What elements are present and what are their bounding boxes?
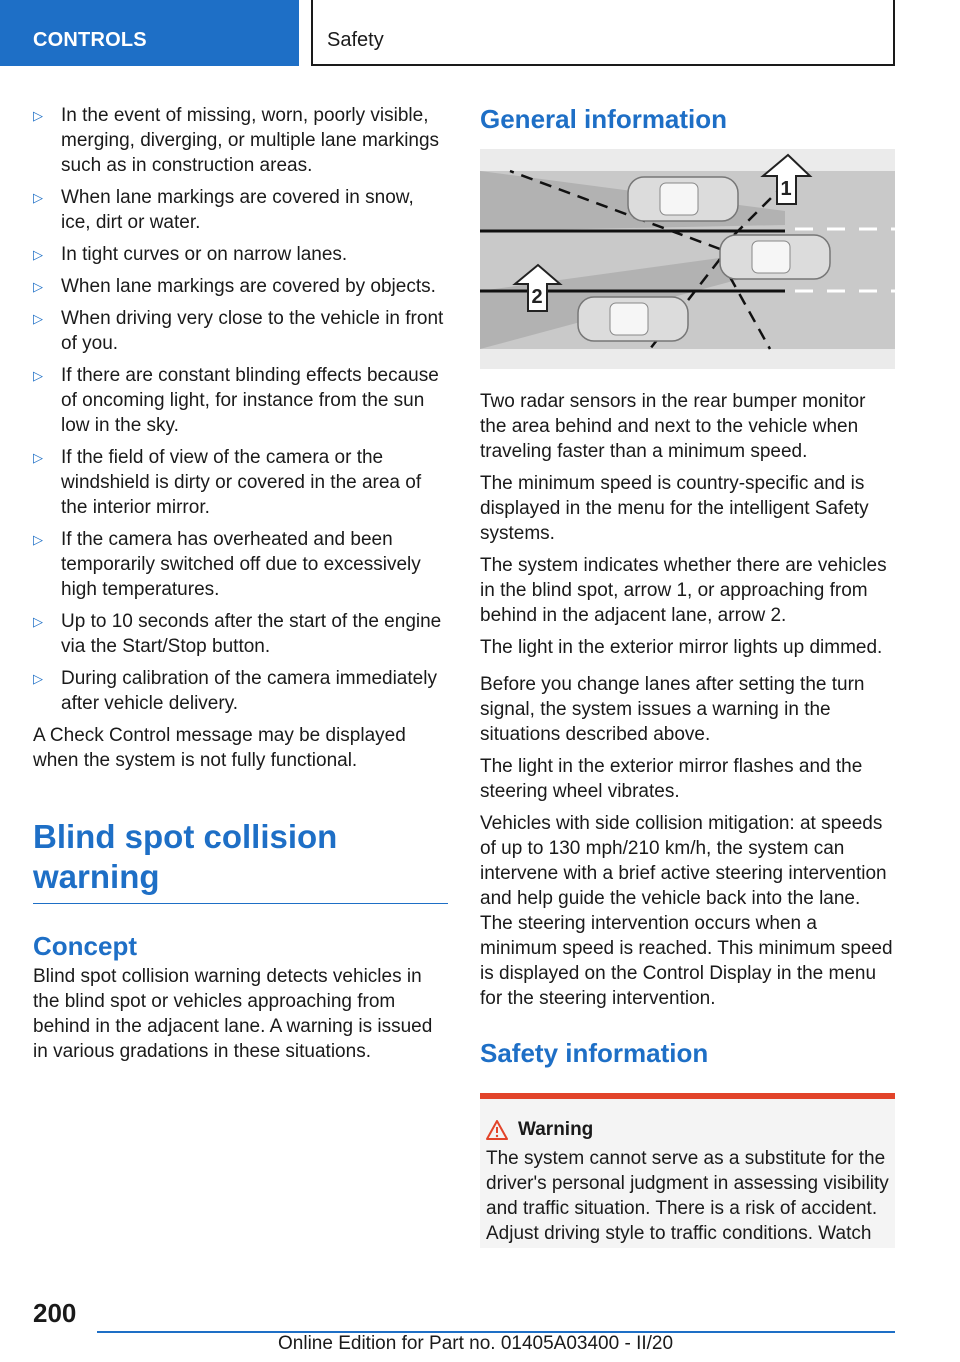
list-item: ▷ During calibration of the camera immediately after vehicle delivery. xyxy=(33,668,437,714)
warning-text: The system cannot serve as a substitute for the driver's personal judgment in assessing visibility and traffic situation. There is a risk of accident. Adjust driving style to traffic conditions. Watch xyxy=(486,1148,889,1244)
paragraph: The light in the exterior mirror lights up dimmed. xyxy=(480,637,883,658)
car-icon xyxy=(628,177,738,221)
section-title: Safety xyxy=(327,29,384,51)
chapter-tab xyxy=(0,0,299,66)
blind-spot-heading: Blind spot collision warning xyxy=(33,817,448,904)
paragraph: Two radar sensors in the rear bumper monitor the area behind and next to the vehicle when traveling faster than a minimum speed. xyxy=(480,391,866,462)
triangle-bullet-icon: ▷ xyxy=(33,450,43,465)
concept-heading: Concept xyxy=(33,931,137,961)
svg-text:1: 1 xyxy=(780,178,792,200)
edition-note: Online Edition for Part no. 01405A03400 - II/20 xyxy=(278,1333,674,1354)
triangle-bullet-icon: ▷ xyxy=(33,614,43,629)
car-icon xyxy=(578,297,688,341)
safety-information-heading: Safety information xyxy=(480,1038,709,1068)
check-control-note: A Check Control message may be displayed when the system is not fully functional. xyxy=(33,725,406,771)
page-number: 200 xyxy=(33,1298,77,1328)
chapter-title: CONTROLS xyxy=(33,29,147,51)
right-column xyxy=(480,103,895,1248)
triangle-bullet-icon: ▷ xyxy=(33,671,43,686)
triangle-bullet-icon: ▷ xyxy=(33,108,43,123)
list-item: ▷ When driving very close to the vehicle in front of you. xyxy=(33,308,444,354)
triangle-bullet-icon: ▷ xyxy=(33,311,43,326)
warning-box xyxy=(480,1093,895,1248)
triangle-bullet-icon: ▷ xyxy=(33,190,43,205)
paragraph: Vehicles with side collision mitigation: at speeds of up to 130 mph/210 km/h, the system can intervene with a brief active steering intervention and help guide the vehicle back into the lane. The steering intervention occurs when a minimum speed is reached. This minimum speed is displayed on the Control Display in the menu for the steering intervention. xyxy=(480,813,893,1009)
triangle-bullet-icon: ▷ xyxy=(33,368,43,383)
triangle-bullet-icon: ▷ xyxy=(33,532,43,547)
section-header xyxy=(311,0,895,66)
paragraph: The minimum speed is country-specific and is displayed in the menu for the intelligent Safety systems. xyxy=(480,473,869,544)
blind-spot-figure xyxy=(480,149,895,369)
list-item: ▷ In the event of missing, worn, poorly visible, merging, diverging, or multiple lane markings such as in construction areas. xyxy=(33,105,440,176)
list-item: ▷ If there are constant blinding effects because of oncoming light, for instance from the sun low in the sky. xyxy=(33,365,439,436)
left-column xyxy=(33,103,448,1071)
paragraph: The system indicates whether there are vehicles in the blind spot, arrow 1, or approaching from behind in the adjacent lane, arrow 2. xyxy=(480,555,887,626)
warning-triangle-icon xyxy=(486,1120,508,1140)
lane-diagram xyxy=(480,149,895,369)
triangle-bullet-icon: ▷ xyxy=(33,247,43,262)
list-item: ▷ If the field of view of the camera or the windshield is dirty or covered in the area of the interior mirror. xyxy=(33,447,422,518)
list-item: ▷ When lane markings are covered in snow, ice, dirt or water. xyxy=(33,187,414,233)
list-item: ▷ In tight curves or on narrow lanes. xyxy=(33,244,348,265)
general-information-heading: General information xyxy=(480,104,728,134)
concept-text: Blind spot collision warning detects vehicles in the blind spot or vehicles approaching from behind in the adjacent lane. A warning is issued in various gradations in these situations. xyxy=(33,966,433,1062)
list-item: ▷ Up to 10 seconds after the start of the engine via the Start/Stop button. xyxy=(33,611,442,657)
warning-title: Warning xyxy=(486,1117,889,1142)
paragraph: Before you change lanes after setting the turn signal, the system issues a warning in the situations described above. xyxy=(480,674,865,745)
list-item: ▷ When lane markings are covered by objects. xyxy=(33,276,436,297)
limitation-list xyxy=(33,103,448,716)
paragraph: The light in the exterior mirror flashes and the steering wheel vibrates. xyxy=(480,756,863,802)
triangle-bullet-icon: ▷ xyxy=(33,279,43,294)
svg-text:2: 2 xyxy=(531,286,543,308)
car-icon xyxy=(720,235,830,279)
list-item: ▷ If the camera has overheated and been temporarily switched off due to excessively high temperatures. xyxy=(33,529,421,600)
